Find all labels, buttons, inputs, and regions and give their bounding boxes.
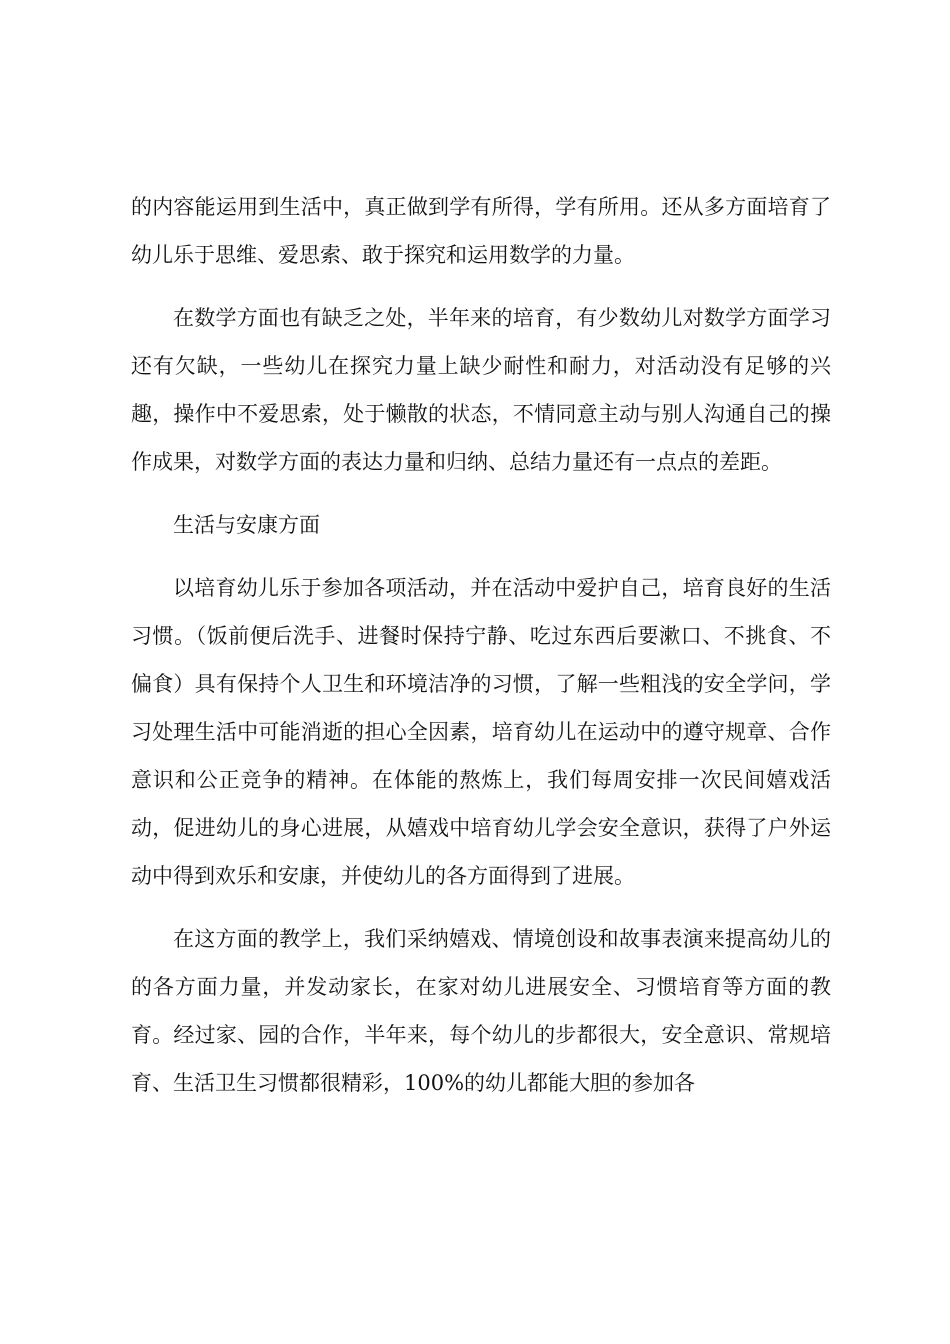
paragraph-teaching-methods: 在这方面的教学上，我们采纳嬉戏、情境创设和故事表演来提高幼儿的的各方面力量，并发动家长，在家对幼儿进展安全、习惯培育等方面的教育。经过家、园的合作，半年来，每个幼儿的步都很大，安全意识、常规培育、生活卫生习惯都很精彩，100%的幼儿都能大胆的参加各 [131, 927, 831, 1095]
paragraph-math-shortcomings: 在数学方面也有缺乏之处，半年来的培育，有少数幼儿对数学方面学习还有欠缺，一些幼儿在探究力量上缺少耐性和耐力，对活动没有足够的兴趣，操作中不爱思索，处于懒散的状态，不情同意主动与别人沟通自己的操作成果，对数学方面的表达力量和归纳、总结力量还有一点点的差距。 [131, 306, 831, 474]
paragraph-continuation: 的内容能运用到生活中，真正做到学有所得，学有所用。还从多方面培育了幼儿乐于思维、爱思索、敢于探究和运用数学的力量。 [131, 195, 831, 267]
section-heading-life-health: 生活与安康方面 [173, 513, 320, 537]
paragraph-life-habits: 以培育幼儿乐于参加各项活动，并在活动中爱护自己，培育良好的生活习惯。（饭前便后洗手、进餐时保持宁静、吃过东西后要漱口、不挑食、不偏食）具有保持个人卫生和环境洁净的习惯，了解一些粗浅的安全学问，学习处理生活中可能消逝的担心全因素，培育幼儿在运动中的遵守规章、合作意识和公正竞争的精神。在体能的熬炼上，我们每周安排一次民间嬉戏活动，促进幼儿的身心进展，从嬉戏中培育幼儿学会安全意识，获得了户外运动中得到欢乐和安康，并使幼儿的各方面得到了进展。 [131, 576, 831, 888]
document-body [131, 183, 831, 1122]
